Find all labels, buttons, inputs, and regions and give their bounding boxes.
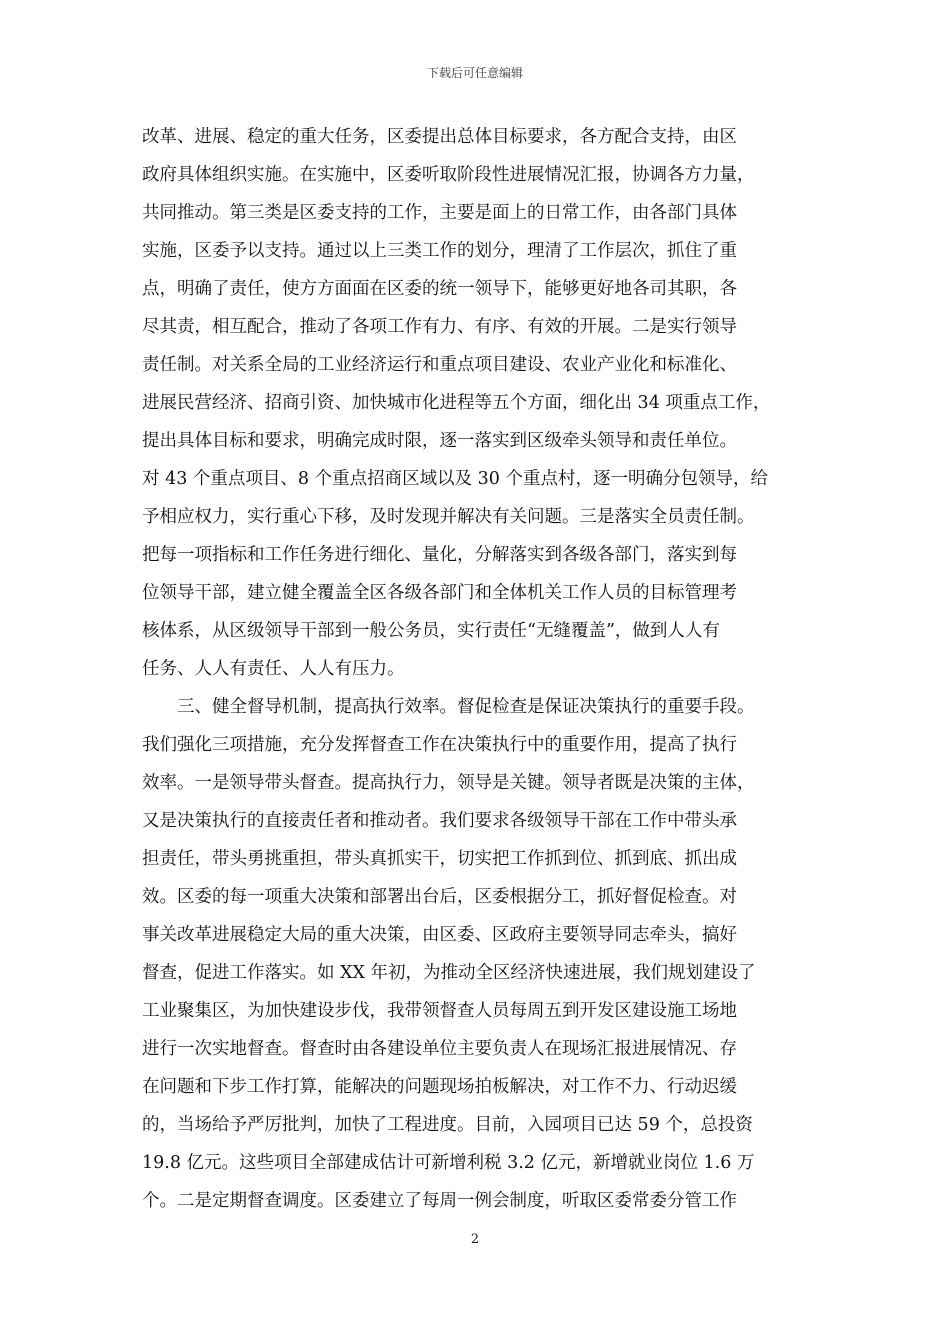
page-number: 2 (470, 1232, 480, 1247)
text-line: 点，明确了责任，使方方面面在区委的统一领导下，能够更好地各司其职，各 (142, 279, 737, 299)
text-line: 位领导干部，建立健全覆盖全区各级各部门和全体机关工作人员的目标管理考 (142, 583, 737, 603)
text-line: 对 43 个重点项目、8 个重点招商区域以及 30 个重点村，逐一明确分包领导，给 (142, 469, 768, 489)
text-line: 进展民营经济、招商引资、加快城市化进程等五个方面，细化出 34 项重点工作， (142, 393, 771, 413)
text-line: 责任制。对关系全局的工业经济运行和重点项目建设、农业产业化和标准化、 (142, 355, 737, 375)
text-line: 个。二是定期督查调度。区委建立了每周一例会制度，听取区委常委分管工作 (142, 1191, 737, 1211)
text-line: 事关改革进展稳定大局的重大决策，由区委、区政府主要领导同志牵头，搞好 (142, 925, 737, 945)
text-line: 实施，区委予以支持。通过以上三类工作的划分，理清了工作层次，抓住了重 (142, 241, 737, 261)
text-line: 进行一次实地督查。督查时由各建设单位主要负责人在现场汇报进展情况、存 (142, 1039, 737, 1059)
text-line: 工业聚集区，为加快建设步伐，我带领督查人员每周五到开发区建设施工场地 (142, 1001, 737, 1021)
text-line: 我们强化三项措施，充分发挥督查工作在决策执行中的重要作用，提高了执行 (142, 735, 737, 755)
text-line: 任务、人人有责任、人人有压力。 (142, 659, 405, 679)
text-line: 在问题和下步工作打算，能解决的问题现场拍板解决，对工作不力、行动迟缓 (142, 1077, 737, 1097)
text-line: 政府具体组织实施。在实施中，区委听取阶段性进展情况汇报，协调各方力量， (142, 165, 755, 185)
text-line: 又是决策执行的直接责任者和推动者。我们要求各级领导干部在工作中带头承 (142, 811, 737, 831)
text-line: 核体系，从区级领导干部到一般公务员，实行责任“无缝覆盖”，做到人人有 (142, 621, 720, 641)
text-line: 尽其责，相互配合，推动了各项工作有力、有序、有效的开展。二是实行领导 (142, 317, 737, 337)
text-line: 把每一项指标和工作任务进行细化、量化，分解落实到各级各部门，落实到每 (142, 545, 737, 565)
text-line: 的，当场给予严厉批判，加快了工程进度。目前，入园项目已达 59 个，总投资 (142, 1115, 753, 1135)
text-line: 督查，促进工作落实。如 XX 年初，为推动全区经济快速进展，我们规划建设了 (142, 963, 756, 983)
document-body (142, 118, 810, 1220)
text-line: 提出具体目标和要求，明确完成时限，逐一落实到区级牵头领导和责任单位。 (142, 431, 737, 451)
text-line: 效。区委的每一项重大决策和部署出台后，区委根据分工，抓好督促检查。对 (142, 887, 737, 907)
page-header: 下载后可任意编辑 (426, 66, 523, 80)
section-heading-line: 三、健全督导机制，提高执行效率。督促检查是保证决策执行的重要手段。 (142, 697, 755, 717)
text-line: 共同推动。第三类是区委支持的工作，主要是面上的日常工作，由各部门具体 (142, 203, 737, 223)
text-line: 予相应权力，实行重心下移，及时发现并解决有关问题。三是落实全员责任制。 (142, 507, 755, 527)
text-line: 效率。一是领导带头督查。提高执行力，领导是关键。领导者既是决策的主体， (142, 773, 755, 793)
text-line: 担责任，带头勇挑重担，带头真抓实干，切实把工作抓到位、抓到底、抓出成 (142, 849, 737, 869)
text-line: 改革、进展、稳定的重大任务，区委提出总体目标要求，各方配合支持，由区 (142, 127, 737, 147)
text-line: 19.8 亿元。这些项目全部建成估计可新增利税 3.2 亿元，新增就业岗位 1.6 万 (142, 1153, 755, 1173)
